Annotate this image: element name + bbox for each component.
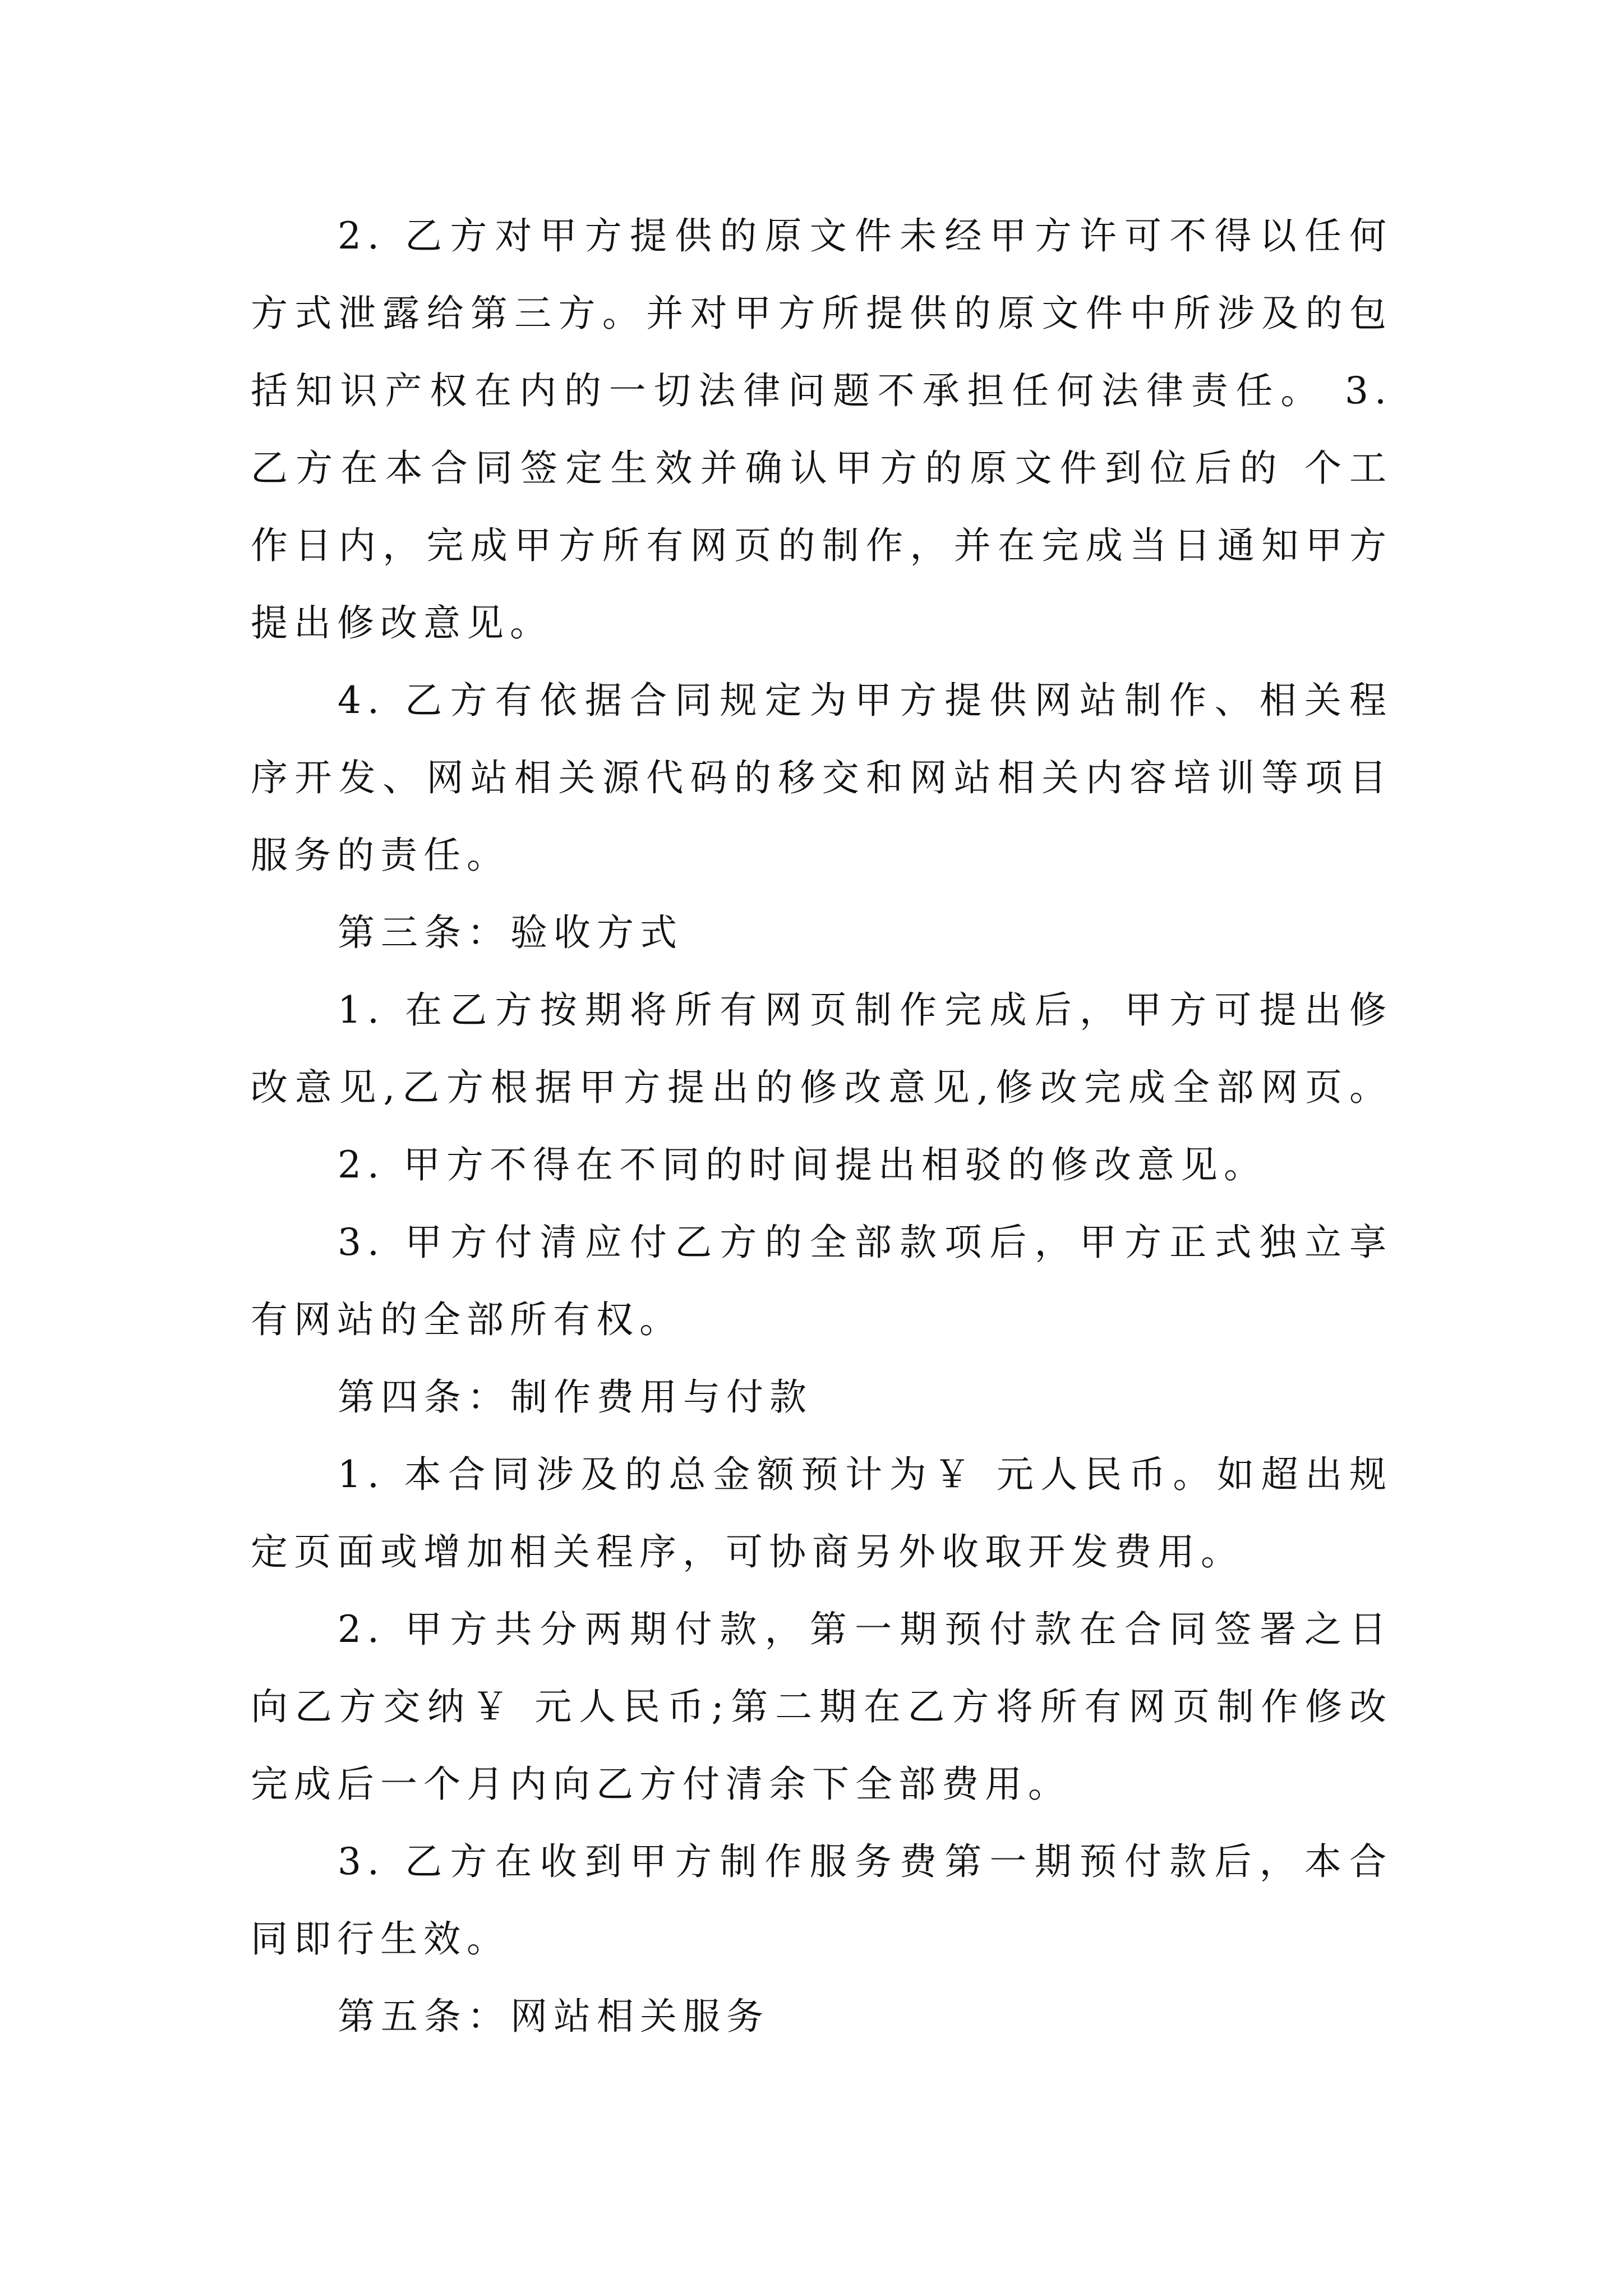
section-heading-text: 第三条：验收方式 xyxy=(338,911,683,954)
paragraph-line: 服务的责任。 xyxy=(251,834,510,877)
paragraph xyxy=(251,1436,1393,1591)
paragraph-line: 有网站的全部所有权。 xyxy=(251,1298,683,1341)
section-heading-text: 第五条：网站相关服务 xyxy=(338,1995,769,2038)
paragraph-line: 完成后一个月内向乙方付清余下全部费用。 xyxy=(251,1763,1071,1806)
paragraph-line: 3. 甲方付清应付乙方的全部款项后，甲方正式独立享 xyxy=(338,1221,1393,1264)
paragraph-line: 2. 乙方对甲方提供的原文件未经甲方许可不得以任何 xyxy=(338,214,1393,257)
paragraph xyxy=(251,1591,1393,1823)
paragraph-line: 1. 本合同涉及的总金额预计为￥ 元人民币。如超出规 xyxy=(338,1453,1393,1496)
section-heading-text: 第四条：制作费用与付款 xyxy=(338,1375,813,1419)
paragraph-line: 改意见,乙方根据甲方提出的修改意见,修改完成全部网页。 xyxy=(251,1066,1393,1109)
paragraph-line: 乙方在本合同签定生效并确认甲方的原文件到位后的 个工 xyxy=(251,447,1393,490)
paragraph-line: 向乙方交纳￥ 元人民币;第二期在乙方将所有网页制作修改 xyxy=(251,1685,1393,1728)
paragraph xyxy=(251,1823,1393,1978)
paragraph-line: 1. 在乙方按期将所有网页制作完成后，甲方可提出修 xyxy=(338,988,1393,1032)
section-heading xyxy=(251,1978,1393,2055)
paragraph-line: 括知识产权在内的一切法律问题不承担任何法律责任。 3. xyxy=(251,369,1393,412)
paragraph-line: 提出修改意见。 xyxy=(251,601,553,645)
paragraph xyxy=(251,662,1393,894)
paragraph xyxy=(251,1126,1393,1204)
section-heading xyxy=(251,1359,1393,1436)
paragraph-line: 作日内，完成甲方所有网页的制作，并在完成当日通知甲方 xyxy=(251,524,1393,567)
paragraph xyxy=(251,197,1393,662)
paragraph-line: 2. 甲方共分两期付款，第一期预付款在合同签署之日 xyxy=(338,1608,1393,1651)
document-body xyxy=(251,197,1393,2055)
paragraph-line: 2. 甲方不得在不同的时间提出相驳的修改意见。 xyxy=(338,1143,1267,1186)
paragraph-line: 定页面或增加相关程序，可协商另外收取开发费用。 xyxy=(251,1530,1244,1573)
paragraph xyxy=(251,972,1393,1126)
paragraph-line: 同即行生效。 xyxy=(251,1917,510,1961)
paragraph-line: 序开发、网站相关源代码的移交和网站相关内容培训等项目 xyxy=(251,756,1393,799)
section-heading xyxy=(251,894,1393,972)
paragraph-line: 3. 乙方在收到甲方制作服务费第一期预付款后，本合 xyxy=(338,1840,1393,1883)
paragraph-line: 方式泄露给第三方。并对甲方所提供的原文件中所涉及的包 xyxy=(251,292,1393,335)
paragraph-line: 4. 乙方有依据合同规定为甲方提供网站制作、相关程 xyxy=(338,679,1393,722)
paragraph xyxy=(251,1204,1393,1359)
